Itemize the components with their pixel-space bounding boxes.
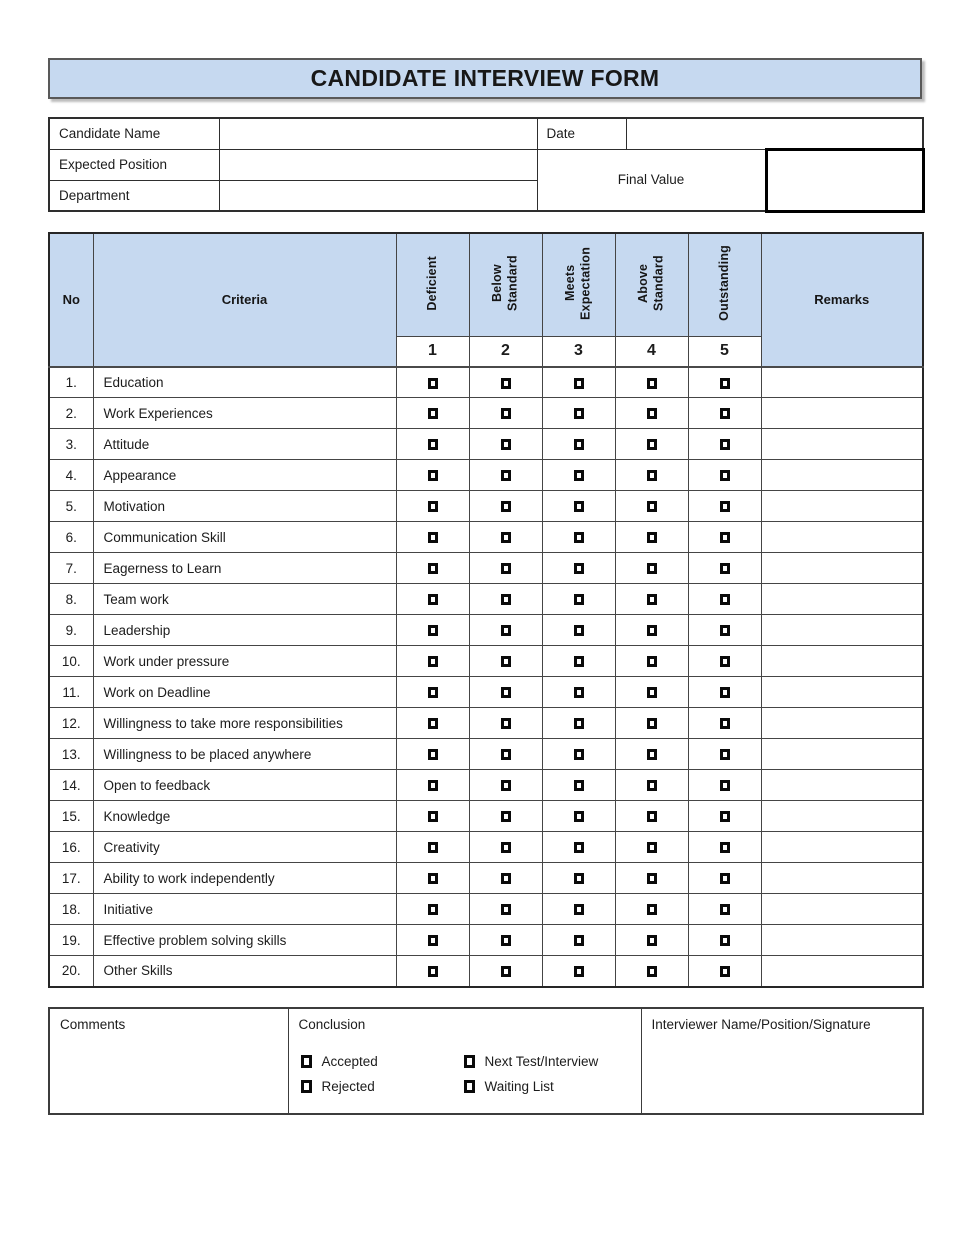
next-test-checkbox[interactable] bbox=[464, 1055, 475, 1068]
row-no: 14. bbox=[49, 770, 93, 801]
remarks-cell[interactable] bbox=[761, 460, 923, 491]
rating-checkbox-2[interactable] bbox=[501, 501, 511, 512]
criteria-row bbox=[49, 925, 923, 956]
criteria-label: Other Skills bbox=[93, 956, 396, 987]
rating-checkbox-4[interactable] bbox=[647, 935, 657, 946]
rating-checkbox-2[interactable] bbox=[501, 749, 511, 760]
rating-checkbox-2[interactable] bbox=[501, 935, 511, 946]
rating-checkbox-5[interactable] bbox=[720, 718, 730, 729]
rating-checkbox-1[interactable] bbox=[428, 501, 438, 512]
criteria-label: Motivation bbox=[93, 491, 396, 522]
rating-checkbox-4[interactable] bbox=[647, 718, 657, 729]
rating-checkbox-5[interactable] bbox=[720, 780, 730, 791]
conclusion-option-accepted bbox=[301, 1054, 464, 1069]
conclusion-label: Conclusion bbox=[298, 1016, 366, 1032]
candidate-info-table bbox=[48, 117, 925, 213]
rating-checkbox-3[interactable] bbox=[574, 811, 584, 822]
rating-checkbox-1[interactable] bbox=[428, 439, 438, 450]
criteria-row bbox=[49, 491, 923, 522]
remarks-cell[interactable] bbox=[761, 646, 923, 677]
rating-checkbox-5[interactable] bbox=[720, 904, 730, 915]
scale-value-3: 3 bbox=[542, 337, 615, 367]
rating-checkbox-3[interactable] bbox=[574, 842, 584, 853]
rating-checkbox-1[interactable] bbox=[428, 687, 438, 698]
row-no: 10. bbox=[49, 646, 93, 677]
scale-value-2: 2 bbox=[469, 337, 542, 367]
rating-checkbox-5[interactable] bbox=[720, 501, 730, 512]
row-no: 17. bbox=[49, 863, 93, 894]
rating-checkbox-3[interactable] bbox=[574, 501, 584, 512]
row-no: 3. bbox=[49, 429, 93, 460]
row-no: 11. bbox=[49, 677, 93, 708]
rating-checkbox-2[interactable] bbox=[501, 687, 511, 698]
criteria-row bbox=[49, 956, 923, 987]
rating-checkbox-2[interactable] bbox=[501, 842, 511, 853]
rating-checkbox-4[interactable] bbox=[647, 656, 657, 667]
final-value-field[interactable] bbox=[766, 149, 923, 211]
remarks-cell[interactable] bbox=[761, 801, 923, 832]
criteria-label: Attitude bbox=[93, 429, 396, 460]
rating-checkbox-1[interactable] bbox=[428, 532, 438, 543]
conclusion-option-waiting-list bbox=[464, 1079, 599, 1094]
criteria-label: Work under pressure bbox=[93, 646, 396, 677]
criteria-label: Eagerness to Learn bbox=[93, 553, 396, 584]
candidate-name-label: Candidate Name bbox=[49, 118, 219, 149]
rating-checkbox-1[interactable] bbox=[428, 594, 438, 605]
rating-checkbox-4[interactable] bbox=[647, 532, 657, 543]
rating-checkbox-2[interactable] bbox=[501, 780, 511, 791]
rating-checkbox-4[interactable] bbox=[647, 563, 657, 574]
rating-checkbox-4[interactable] bbox=[647, 625, 657, 636]
rating-checkbox-1[interactable] bbox=[428, 718, 438, 729]
rating-checkbox-4[interactable] bbox=[647, 439, 657, 450]
row-no: 1. bbox=[49, 367, 93, 398]
rating-checkbox-3[interactable] bbox=[574, 625, 584, 636]
scale-value-4: 4 bbox=[615, 337, 688, 367]
footer-row bbox=[49, 1008, 923, 1114]
rating-checkbox-2[interactable] bbox=[501, 966, 511, 977]
row-no: 18. bbox=[49, 894, 93, 925]
rating-checkbox-3[interactable] bbox=[574, 687, 584, 698]
rating-checkbox-3[interactable] bbox=[574, 873, 584, 884]
criteria-label: Effective problem solving skills bbox=[93, 925, 396, 956]
rating-checkbox-4[interactable] bbox=[647, 873, 657, 884]
column-header-no: No bbox=[49, 233, 93, 367]
rating-checkbox-5[interactable] bbox=[720, 966, 730, 977]
next-test-label: Next Test/Interview bbox=[484, 1053, 599, 1069]
criteria-label: Open to feedback bbox=[93, 770, 396, 801]
remarks-cell[interactable] bbox=[761, 832, 923, 863]
criteria-row bbox=[49, 863, 923, 894]
criteria-row bbox=[49, 646, 923, 677]
comments-label: Comments bbox=[60, 1016, 126, 1032]
rating-checkbox-1[interactable] bbox=[428, 625, 438, 636]
expected-position-field[interactable] bbox=[219, 149, 537, 180]
rating-checkbox-4[interactable] bbox=[647, 594, 657, 605]
remarks-cell[interactable] bbox=[761, 553, 923, 584]
conclusion-option-rejected bbox=[301, 1079, 464, 1094]
remarks-cell[interactable] bbox=[761, 863, 923, 894]
rating-checkbox-1[interactable] bbox=[428, 842, 438, 853]
date-label: Date bbox=[537, 118, 626, 149]
column-header-deficient: Deficient bbox=[424, 255, 439, 311]
conclusion-option-next-test bbox=[464, 1054, 599, 1069]
expected-position-label: Expected Position bbox=[49, 149, 219, 180]
remarks-cell[interactable] bbox=[761, 708, 923, 739]
rejected-checkbox[interactable] bbox=[301, 1080, 312, 1093]
rating-checkbox-4[interactable] bbox=[647, 966, 657, 977]
criteria-label: Knowledge bbox=[93, 801, 396, 832]
row-no: 12. bbox=[49, 708, 93, 739]
accepted-label: Accepted bbox=[321, 1053, 378, 1069]
rating-checkbox-3[interactable] bbox=[574, 966, 584, 977]
row-no: 20. bbox=[49, 956, 93, 987]
column-header-below-standard: Below Standard bbox=[489, 255, 520, 312]
criteria-row bbox=[49, 739, 923, 770]
column-header-remarks: Remarks bbox=[761, 233, 923, 367]
criteria-row bbox=[49, 615, 923, 646]
rating-checkbox-5[interactable] bbox=[720, 811, 730, 822]
rating-checkbox-3[interactable] bbox=[574, 594, 584, 605]
waiting-list-checkbox[interactable] bbox=[464, 1080, 475, 1093]
candidate-interview-form bbox=[48, 0, 922, 1115]
rating-checkbox-3[interactable] bbox=[574, 408, 584, 419]
rating-checkbox-4[interactable] bbox=[647, 811, 657, 822]
rating-checkbox-2[interactable] bbox=[501, 718, 511, 729]
criteria-row bbox=[49, 460, 923, 491]
criteria-label: Communication Skill bbox=[93, 522, 396, 553]
row-no: 13. bbox=[49, 739, 93, 770]
rating-checkbox-5[interactable] bbox=[720, 563, 730, 574]
row-no: 4. bbox=[49, 460, 93, 491]
waiting-list-label: Waiting List bbox=[484, 1078, 554, 1094]
ratings-table bbox=[48, 232, 924, 988]
remarks-cell[interactable] bbox=[761, 956, 923, 987]
column-header-above-standard: Above Standard bbox=[635, 255, 666, 312]
criteria-row bbox=[49, 553, 923, 584]
rating-checkbox-1[interactable] bbox=[428, 780, 438, 791]
row-no: 9. bbox=[49, 615, 93, 646]
candidate-name-field[interactable] bbox=[219, 118, 537, 149]
comments-cell[interactable] bbox=[49, 1008, 288, 1114]
footer-table bbox=[48, 1007, 924, 1115]
rating-checkbox-2[interactable] bbox=[501, 873, 511, 884]
form-title-bar bbox=[48, 58, 922, 99]
criteria-label: Creativity bbox=[93, 832, 396, 863]
criteria-label: Work on Deadline bbox=[93, 677, 396, 708]
remarks-cell[interactable] bbox=[761, 925, 923, 956]
column-header-meets-expectation: Meets Expectation bbox=[562, 246, 593, 320]
column-header-criteria: Criteria bbox=[93, 233, 396, 367]
remarks-cell[interactable] bbox=[761, 677, 923, 708]
rating-checkbox-5[interactable] bbox=[720, 378, 730, 389]
final-value-label: Final Value bbox=[537, 149, 766, 211]
department-field[interactable] bbox=[219, 180, 537, 211]
department-label: Department bbox=[49, 180, 219, 211]
conclusion-cell bbox=[288, 1008, 641, 1114]
form-title: CANDIDATE INTERVIEW FORM bbox=[310, 65, 660, 91]
rejected-label: Rejected bbox=[321, 1078, 375, 1094]
criteria-label: Education bbox=[93, 367, 396, 398]
criteria-row bbox=[49, 677, 923, 708]
rating-checkbox-2[interactable] bbox=[501, 811, 511, 822]
rating-checkbox-3[interactable] bbox=[574, 378, 584, 389]
criteria-label: Willingness to take more responsibilities bbox=[93, 708, 396, 739]
rating-checkbox-2[interactable] bbox=[501, 470, 511, 481]
rating-checkbox-1[interactable] bbox=[428, 966, 438, 977]
date-field[interactable] bbox=[626, 118, 923, 149]
rating-checkbox-4[interactable] bbox=[647, 470, 657, 481]
ratings-header-row bbox=[49, 233, 923, 337]
criteria-row bbox=[49, 894, 923, 925]
rating-checkbox-2[interactable] bbox=[501, 532, 511, 543]
rating-checkbox-2[interactable] bbox=[501, 904, 511, 915]
criteria-row bbox=[49, 429, 923, 460]
rating-checkbox-1[interactable] bbox=[428, 408, 438, 419]
criteria-label: Initiative bbox=[93, 894, 396, 925]
rating-checkbox-3[interactable] bbox=[574, 718, 584, 729]
criteria-row bbox=[49, 708, 923, 739]
rating-checkbox-3[interactable] bbox=[574, 470, 584, 481]
rating-checkbox-2[interactable] bbox=[501, 625, 511, 636]
remarks-cell[interactable] bbox=[761, 398, 923, 429]
rating-checkbox-2[interactable] bbox=[501, 439, 511, 450]
rating-checkbox-5[interactable] bbox=[720, 687, 730, 698]
remarks-cell[interactable] bbox=[761, 429, 923, 460]
criteria-row bbox=[49, 801, 923, 832]
info-row-expected-position bbox=[49, 149, 923, 180]
rating-checkbox-2[interactable] bbox=[501, 656, 511, 667]
criteria-row bbox=[49, 770, 923, 801]
row-no: 15. bbox=[49, 801, 93, 832]
row-no: 5. bbox=[49, 491, 93, 522]
rating-checkbox-3[interactable] bbox=[574, 439, 584, 450]
rating-checkbox-1[interactable] bbox=[428, 904, 438, 915]
column-header-outstanding: Outstanding bbox=[716, 245, 731, 322]
row-no: 7. bbox=[49, 553, 93, 584]
scale-value-1: 1 bbox=[396, 337, 469, 367]
rating-checkbox-2[interactable] bbox=[501, 594, 511, 605]
rating-checkbox-1[interactable] bbox=[428, 563, 438, 574]
row-no: 8. bbox=[49, 584, 93, 615]
rating-checkbox-1[interactable] bbox=[428, 935, 438, 946]
rating-checkbox-3[interactable] bbox=[574, 563, 584, 574]
criteria-label: Ability to work independently bbox=[93, 863, 396, 894]
interviewer-signature-cell[interactable] bbox=[641, 1008, 923, 1114]
interviewer-label: Interviewer Name/Position/Signature bbox=[651, 1016, 871, 1032]
rating-checkbox-3[interactable] bbox=[574, 656, 584, 667]
rating-checkbox-3[interactable] bbox=[574, 532, 584, 543]
criteria-label: Work Experiences bbox=[93, 398, 396, 429]
row-no: 16. bbox=[49, 832, 93, 863]
scale-value-5: 5 bbox=[688, 337, 761, 367]
remarks-cell[interactable] bbox=[761, 894, 923, 925]
rating-checkbox-4[interactable] bbox=[647, 687, 657, 698]
rating-checkbox-1[interactable] bbox=[428, 656, 438, 667]
rating-checkbox-5[interactable] bbox=[720, 532, 730, 543]
row-no: 2. bbox=[49, 398, 93, 429]
rating-checkbox-5[interactable] bbox=[720, 625, 730, 636]
rating-checkbox-2[interactable] bbox=[501, 378, 511, 389]
criteria-label: Leadership bbox=[93, 615, 396, 646]
rating-checkbox-4[interactable] bbox=[647, 408, 657, 419]
remarks-cell[interactable] bbox=[761, 615, 923, 646]
info-row-candidate-name bbox=[49, 118, 923, 149]
accepted-checkbox[interactable] bbox=[301, 1055, 312, 1068]
remarks-cell[interactable] bbox=[761, 739, 923, 770]
rating-checkbox-5[interactable] bbox=[720, 749, 730, 760]
rating-checkbox-5[interactable] bbox=[720, 842, 730, 853]
rating-checkbox-1[interactable] bbox=[428, 378, 438, 389]
rating-checkbox-1[interactable] bbox=[428, 470, 438, 481]
criteria-label: Team work bbox=[93, 584, 396, 615]
rating-checkbox-1[interactable] bbox=[428, 811, 438, 822]
rating-checkbox-4[interactable] bbox=[647, 501, 657, 512]
criteria-row bbox=[49, 832, 923, 863]
remarks-cell[interactable] bbox=[761, 367, 923, 398]
rating-checkbox-1[interactable] bbox=[428, 873, 438, 884]
criteria-row bbox=[49, 522, 923, 553]
rating-checkbox-4[interactable] bbox=[647, 378, 657, 389]
rating-checkbox-3[interactable] bbox=[574, 780, 584, 791]
criteria-label: Willingness to be placed anywhere bbox=[93, 739, 396, 770]
rating-checkbox-1[interactable] bbox=[428, 749, 438, 760]
rating-checkbox-3[interactable] bbox=[574, 904, 584, 915]
rating-checkbox-4[interactable] bbox=[647, 749, 657, 760]
criteria-row bbox=[49, 398, 923, 429]
rating-checkbox-5[interactable] bbox=[720, 470, 730, 481]
rating-checkbox-5[interactable] bbox=[720, 873, 730, 884]
rating-checkbox-5[interactable] bbox=[720, 656, 730, 667]
conclusion-options-column-1 bbox=[301, 1054, 464, 1104]
rating-checkbox-3[interactable] bbox=[574, 749, 584, 760]
conclusion-options bbox=[301, 1054, 631, 1104]
rating-checkbox-2[interactable] bbox=[501, 408, 511, 419]
rating-checkbox-2[interactable] bbox=[501, 563, 511, 574]
rating-checkbox-4[interactable] bbox=[647, 904, 657, 915]
rating-checkbox-5[interactable] bbox=[720, 408, 730, 419]
rating-checkbox-4[interactable] bbox=[647, 780, 657, 791]
remarks-cell[interactable] bbox=[761, 584, 923, 615]
criteria-row bbox=[49, 584, 923, 615]
rating-checkbox-5[interactable] bbox=[720, 935, 730, 946]
remarks-cell[interactable] bbox=[761, 522, 923, 553]
rating-checkbox-5[interactable] bbox=[720, 594, 730, 605]
criteria-row bbox=[49, 367, 923, 398]
conclusion-options-column-2 bbox=[464, 1054, 599, 1104]
row-no: 6. bbox=[49, 522, 93, 553]
remarks-cell[interactable] bbox=[761, 491, 923, 522]
remarks-cell[interactable] bbox=[761, 770, 923, 801]
rating-checkbox-4[interactable] bbox=[647, 842, 657, 853]
rating-checkbox-5[interactable] bbox=[720, 439, 730, 450]
rating-checkbox-3[interactable] bbox=[574, 935, 584, 946]
row-no: 19. bbox=[49, 925, 93, 956]
criteria-label: Appearance bbox=[93, 460, 396, 491]
